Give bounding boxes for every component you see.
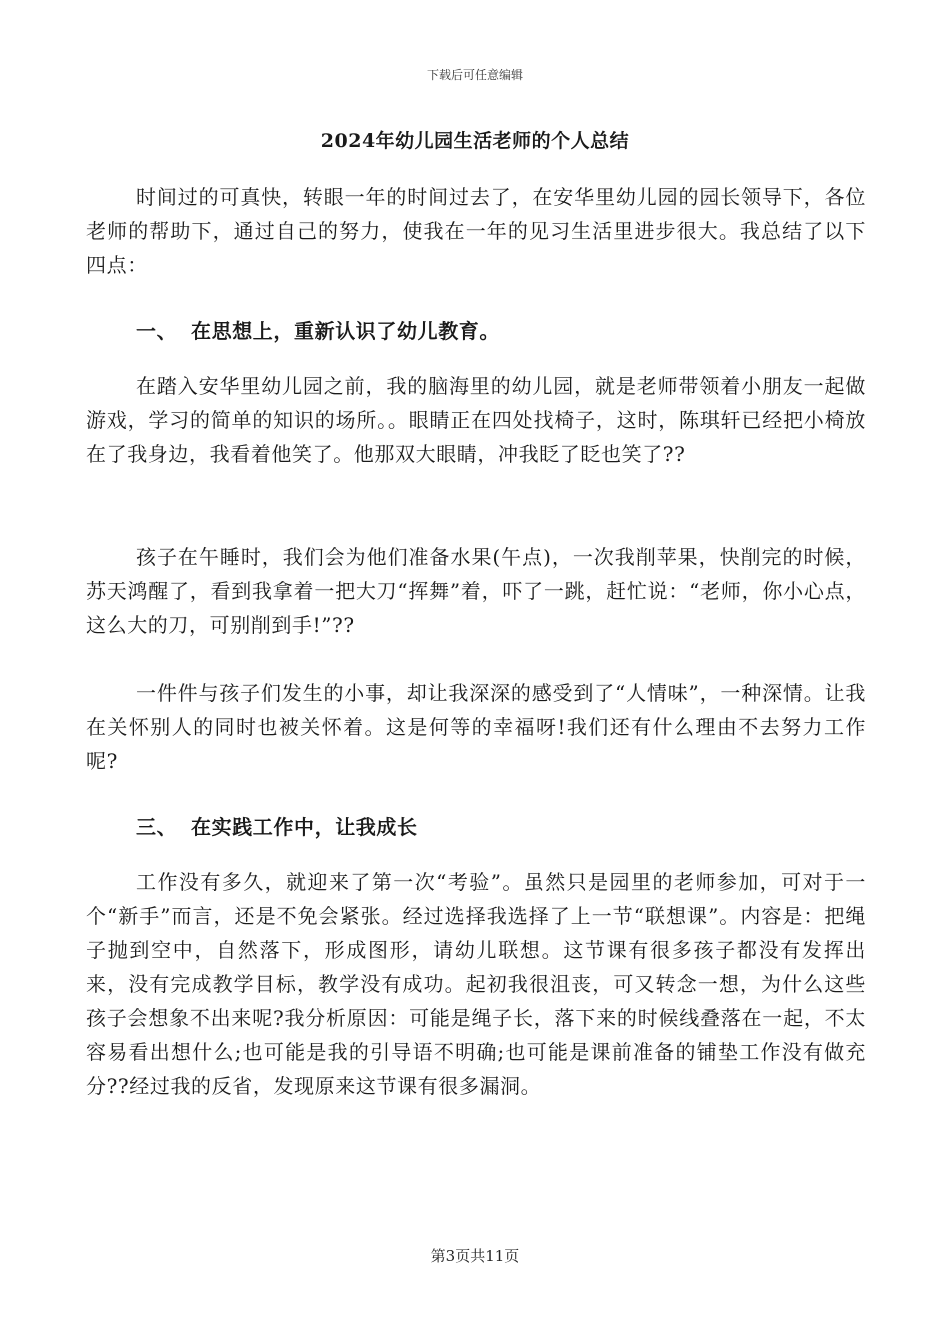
paragraph-nap-apple: 孩子在午睡时，我们会为他们准备水果(午点)，一次我削苹果，快削完的时候，苏天鸿醒了，看到我拿着一把大刀“挥舞”着，吓了一跳，赶忙说：“老师，你小心点，这么大的刀，可别削到手!”?? [86, 545, 866, 637]
header-note: 下载后可任意编辑 [426, 68, 523, 82]
paragraph-first-test: 工作没有多久，就迎来了第一次“考验”。虽然只是园里的老师参加，可对于一个“新手”而言，还是不免会紧张。经过选择我选择了上一节“联想课”。内容是：把绳子抛到空中，自然落下，形成图形，请幼儿联想。这节课有很多孩子都没有发挥出来，没有完成教学目标，教学没有成功。起初我很沮丧，可又转念一想，为什么这些孩子会想象不出来呢?我分析原因：可能是绳子长，落下来的时候线叠落在一起，不太容易看出想什么;也可能是我的引导语不明确;也可能是课前准备的铺垫工作没有做充分??经过我的反省，发现原来这节课有很多漏洞。 [86, 870, 866, 1098]
section-one-heading [86, 314, 866, 348]
heading-three [86, 810, 866, 844]
paragraph-human-warmth: 一件件与孩子们发生的小事，却让我深深的感受到了“人情味”，一种深情。让我在关怀别人的同时也被关怀着。这是何等的幸福呀!我们还有什么理由不去努力工作呢? [86, 681, 866, 773]
heading-three-number: 三、 [136, 815, 178, 839]
heading-one-number: 一、 [136, 319, 178, 343]
section-three-body [86, 865, 866, 1103]
intro-section [86, 180, 866, 282]
heading-one-text: 在思想上，重新认识了幼儿教育。 [191, 319, 500, 343]
heading-one [86, 314, 866, 348]
page-number-footer: 第3页共11页 [430, 1247, 520, 1265]
document-title: 2024年幼儿园生活老师的个人总结 [320, 130, 630, 152]
section-three-heading [86, 810, 866, 844]
section-one-nap [86, 540, 866, 642]
section-one-body [86, 369, 866, 471]
heading-three-text: 在实践工作中，让我成长 [191, 815, 418, 839]
paragraph-intro: 时间过的可真快，转眼一年的时间过去了，在安华里幼儿园的园长领导下，各位老师的帮助下，通过自己的努力，使我在一年的见习生活里进步很大。我总结了以下四点： [86, 185, 866, 277]
section-one-warmth [86, 676, 866, 778]
paragraph-before-kindergarten: 在踏入安华里幼儿园之前，我的脑海里的幼儿园，就是老师带领着小朋友一起做游戏，学习的简单的知识的场所。。眼睛正在四处找椅子，这时，陈琪轩已经把小椅放在了我身边，我看着他笑了。他那双大眼睛，冲我眨了眨也笑了?? [86, 374, 866, 466]
